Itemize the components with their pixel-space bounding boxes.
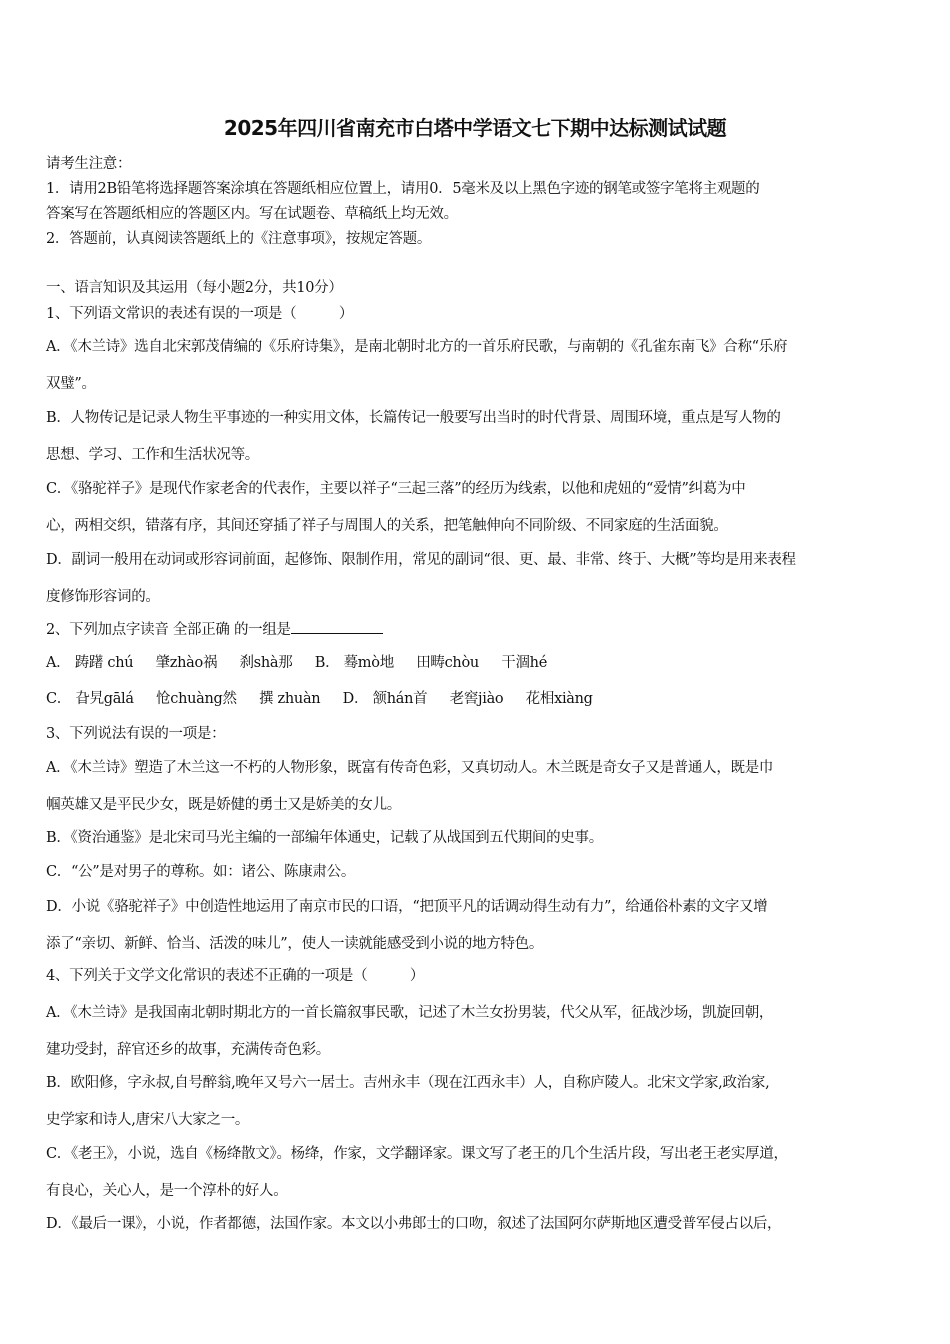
q1-option-a-line1: A．《木兰诗》选自北宋郭茂倩编的《乐府诗集》，是南北朝时北方的一首乐府民歌，与南朝的《孔雀东南飞》合称“乐府 (46, 339, 788, 355)
q2-item: 干涸hé (501, 655, 547, 671)
q3-option-d-line2: 添了“亲切、新鲜、恰当、活泼的味儿”，使人一读就能感受到小说的地方特色。 (46, 936, 544, 952)
q2-item: 田畴chòu (416, 655, 479, 671)
q4-option-b-line2: 史学家和诗人,唐宋八大家之一。 (46, 1112, 250, 1128)
q2-label-a: A． (46, 655, 71, 671)
notice-line-1b: 答案写在答题纸相应的答题区内。写在试题卷、草稿纸上均无效。 (46, 206, 458, 222)
q2-label-b: B． (314, 655, 340, 671)
section-heading: 一、语言知识及其运用（每小题2分，共10分） (46, 280, 343, 296)
q2-item: 旮旯gālá (75, 691, 134, 707)
notice-line-1a: 1．请用2B铅笔将选择题答案涂填在答题纸相应位置上，请用0．5毫米及以上黑色字迹的钢笔或签字笔将主观题的 (46, 181, 760, 197)
q3-option-c: C．“公”是对男子的尊称。如：诸公、陈康肃公。 (46, 864, 356, 880)
q1-option-a-line2: 双璧”。 (46, 376, 96, 392)
q2-item: 撰 zhuàn (259, 691, 321, 707)
q3-option-a-line1: A．《木兰诗》塑造了木兰这一不朽的人物形象，既富有传奇色彩，又真切动人。木兰既是奇女子又是普通人，既是巾 (46, 760, 774, 776)
q2-stem-row (46, 618, 383, 639)
q2-label-c: C． (46, 691, 71, 707)
page-title: 2025年四川省南充市白塔中学语文七下期中达标测试试题 (223, 116, 727, 140)
q2-item: 花相xiàng (525, 691, 593, 707)
q2-item: 踌躇 chú (74, 655, 134, 671)
q3-stem: 3、下列说法有误的一项是： (46, 726, 226, 742)
q2-row-cd (46, 687, 611, 708)
q2-item: 刹shà那 (239, 655, 293, 671)
q2-item: 蓦mò地 (343, 655, 394, 671)
notice-line-2: 2．答题前，认真阅读答题纸上的《注意事项》，按规定答题。 (46, 231, 432, 247)
q2-item: 老窖jiào (449, 691, 504, 707)
q4-option-c-line2: 有良心，关心人，是一个淳朴的好人。 (46, 1183, 288, 1199)
q2-row-ab (46, 651, 565, 672)
q4-option-d-line1: D．《最后一课》，小说，作者都德，法国作家。本文以小弗郎士的口吻，叙述了法国阿尔萨斯地区遭受普军侵占以后， (46, 1216, 782, 1232)
q1-option-d-line2: 度修饰形容词的。 (46, 589, 160, 605)
q4-option-b-line1: B．欧阳修，字永叔,自号醉翁,晚年又号六一居士。吉州永丰（现在江西永丰）人，自称庐陵人。北宋文学家,政治家, (46, 1075, 770, 1091)
q2-item: 肇zhào祸 (155, 655, 218, 671)
q2-item: 怆chuàng然 (156, 691, 237, 707)
q2-stem: 2、下列加点字读音 全部正确 的一组是 (46, 622, 291, 638)
q2-item: 颔hán首 (372, 691, 428, 707)
q4-option-c-line1: C．《老王》，小说，选自《杨绛散文》。杨绛，作家，文学翻译家。课文写了老王的几个生活片段，写出老王老实厚道， (46, 1146, 788, 1162)
q1-stem: 1、下列语文常识的表述有误的一项是（ ） (46, 306, 354, 322)
q1-option-c-line1: C．《骆驼祥子》是现代作家老舍的代表作，主要以祥子“三起三落”的经历为线索，以他和虎妞的“爱情”纠葛为中 (46, 481, 746, 497)
q4-stem: 4、下列关于文学文化常识的表述不正确的一项是（ ） (46, 968, 425, 984)
answer-blank (291, 619, 383, 634)
q2-label-d: D． (342, 691, 369, 707)
q3-option-b: B．《资治通鉴》是北宋司马光主编的一部编年体通史，记载了从战国到五代期间的史事。 (46, 830, 603, 846)
q1-option-d-line1: D．副词一般用在动词或形容词前面，起修饰、限制作用，常见的副词“很、更、最、非常、终于、大概”等均是用来表程 (46, 552, 796, 568)
notice-heading: 请考生注意： (46, 156, 132, 172)
q1-option-c-line2: 心，两相交织，错落有序，其间还穿插了祥子与周围人的关系，把笔触伸向不同阶级、不同家庭的生活面貌。 (46, 518, 728, 534)
q3-option-a-line2: 帼英雄又是平民少女，既是娇健的勇士又是娇美的女儿。 (46, 797, 401, 813)
q4-option-a-line1: A．《木兰诗》是我国南北朝时期北方的一首长篇叙事民歌，记述了木兰女扮男装，代父从军，征战沙场，凯旋回朝， (46, 1005, 774, 1021)
q3-option-d-line1: D．小说《骆驼祥子》中创造性地运用了南京市民的口语，“把顶平凡的话调动得生动有力”，给通俗朴素的文字又增 (46, 899, 768, 915)
q1-option-b-line2: 思想、学习、工作和生活状况等。 (46, 447, 259, 463)
q1-option-b-line1: B．人物传记是记录人物生平事迹的一种实用文体，长篇传记一般要写出当时的时代背景、周围环境，重点是写人物的 (46, 410, 781, 426)
q4-option-a-line2: 建功受封，辞官还乡的故事，充满传奇色彩。 (46, 1042, 330, 1058)
